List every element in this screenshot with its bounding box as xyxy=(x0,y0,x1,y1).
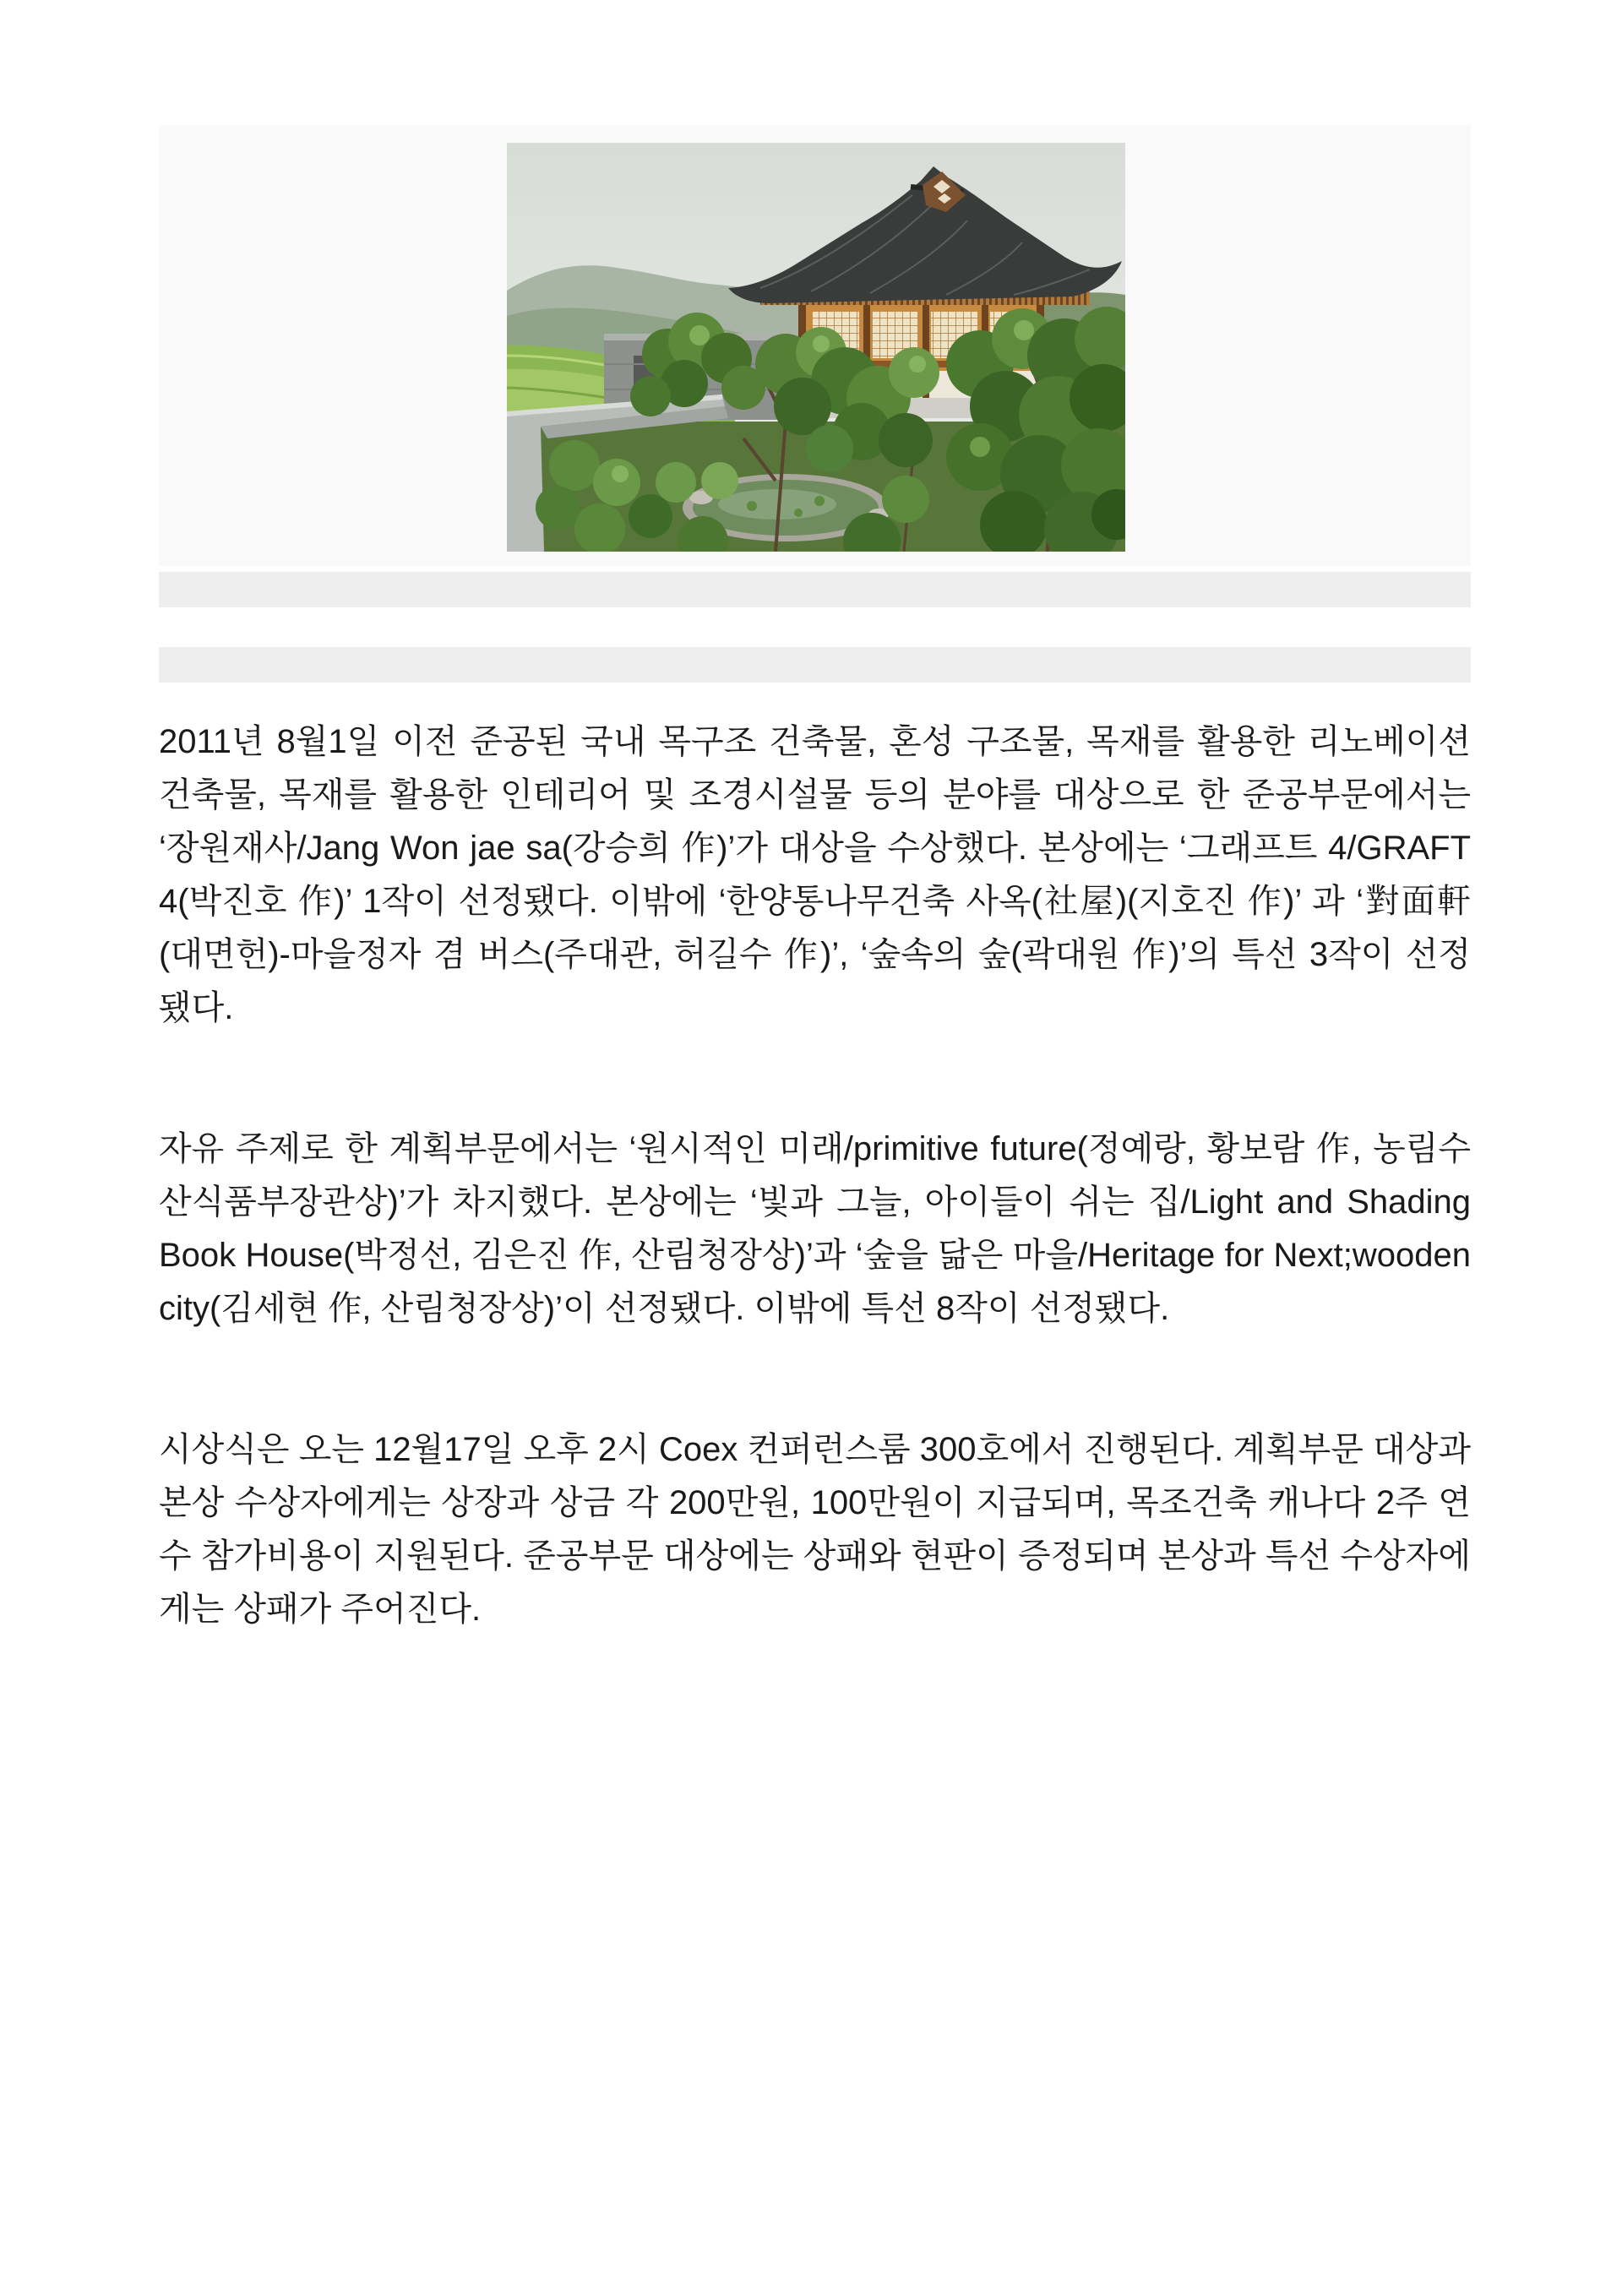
paragraph-award-ceremony: 시상식은 오는 12월17일 오후 2시 Coex 컨퍼런스룸 300호에서 진행된다. 계획부문 대상과 본상 수상자에게는 상장과 상금 각 200만원, 100만원이 지급되며, 목조건축 캐나다 2주 연수 참가비용이 지원된다. 준공부문 대상에는 상패와 현판이 증정되며 본상과 특선 수상자에게는 상패가 주어진다. xyxy=(159,1431,1471,1628)
photo-pond-part xyxy=(794,509,803,517)
photo-foliage-part xyxy=(909,356,926,373)
photo-foliage-part xyxy=(536,486,580,530)
photo-foliage-part xyxy=(813,335,830,352)
hanok-photo xyxy=(507,143,1125,552)
photo-foliage-part xyxy=(882,476,929,523)
article-body xyxy=(159,715,1471,1724)
photo-foliage-part xyxy=(593,459,640,506)
photo-foliage-part xyxy=(689,325,710,345)
photo-foliage-part xyxy=(612,465,629,482)
photo-foliage-part xyxy=(629,494,672,538)
photo-foliage-part xyxy=(549,440,600,491)
photo-foliage-part xyxy=(1014,320,1034,340)
photo-pond-part xyxy=(747,501,757,511)
photo-foliage-part xyxy=(879,413,933,467)
caption-bar-1 xyxy=(159,572,1471,607)
photo-foliage-part xyxy=(970,437,990,457)
photo-foliage-part xyxy=(806,425,853,472)
photo-pond-part xyxy=(814,496,825,506)
photo-foliage-part xyxy=(630,376,671,416)
paragraph-completed-division: 2011년 8월1일 이전 준공된 국내 목구조 건축물, 혼성 구조물, 목재를 활용한 리노베이션 건축물, 목재를 활용한 인테리어 및 조경시설물 등의 분야를 대상으로 한 준공부문에서는 ‘장원재사/Jang Won jae sa(강승희 作)’가 대상을 수상했다. 본상에는 ‘그래프트 4/GRAFT 4(박진호 作)’ 1작이 선정됐다. 이밖에 ‘한양통나무건축 사옥(社屋)(지호진 作)’ 과 ‘對面軒(대면헌)-마을정자 겸 버스(주대관, 허길수 作)’, ‘숲속의 숲(곽대원 作)’의 특선 3작이 선정됐다. xyxy=(159,723,1471,1026)
photo-foliage-part xyxy=(701,462,738,499)
photo-foliage-part xyxy=(656,462,696,503)
paragraph-planning-division: 자유 주제로 한 계획부문에서는 ‘원시적인 미래/primitive future(정예랑, 황보람 作, 농림수산식품부장관상)’가 차지했다. 본상에는 ‘빛과 그늘, 아이들이 쉬는 집/Light and Shading Book House(박정선, 김은진 作, 산림청장상)’과 ‘숲을 닮은 마을/Heritage for Next;wooden city(김세현 作, 산림청장상)’이 선정됐다. 이밖에 특선 8작이 선정됐다. xyxy=(159,1130,1471,1327)
photo-foliage-part xyxy=(889,347,939,398)
caption-bar-2 xyxy=(159,647,1471,683)
